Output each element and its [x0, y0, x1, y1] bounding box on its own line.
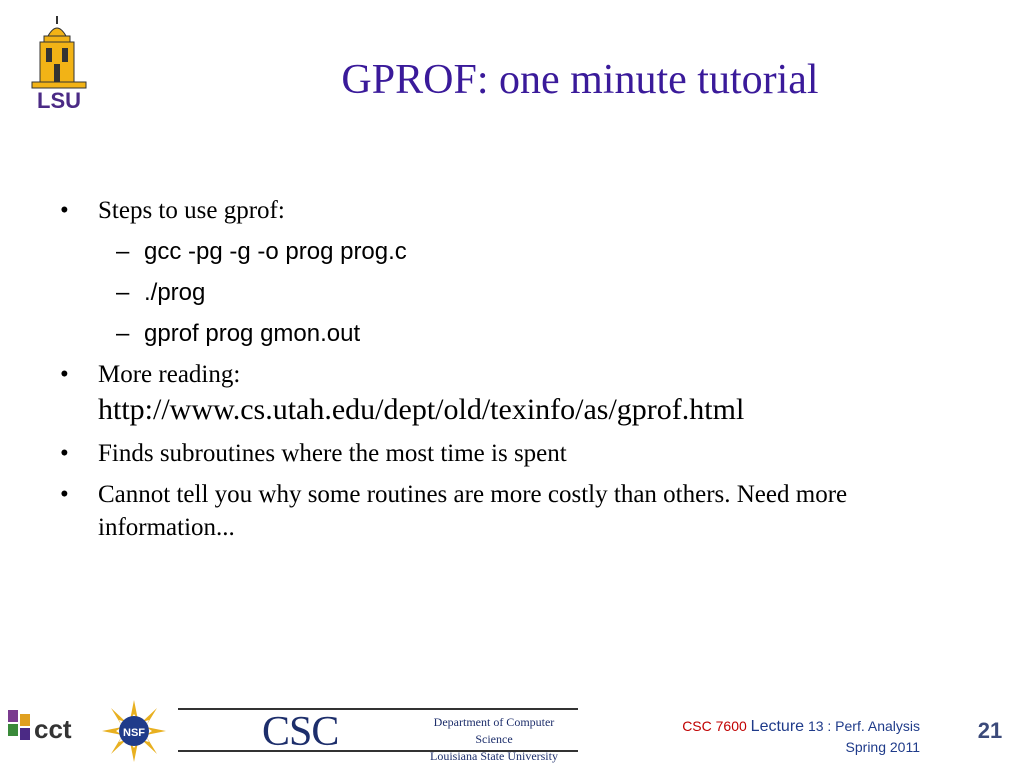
cct-logo: [8, 706, 94, 750]
lecture-info: 13 : Perf. Analysis: [807, 718, 920, 734]
slide-content: [58, 186, 978, 544]
course-line: [620, 716, 920, 737]
bullet-item: [58, 194, 978, 227]
sub-item-text: gcc -pg -g -o prog prog.c: [144, 238, 407, 265]
bullet-dot: •: [60, 197, 69, 224]
term-line: Spring 2011: [845, 739, 920, 755]
sub-item: [58, 276, 978, 309]
university-line: Louisiana State University: [430, 749, 558, 763]
bullet-text: More reading:: [98, 361, 241, 388]
reading-link[interactable]: http://www.cs.utah.edu/dept/old/texinfo/as/gprof.html: [98, 393, 745, 426]
department-label: [414, 714, 574, 765]
bullet-item: [58, 437, 978, 470]
bullet-item: [58, 478, 978, 544]
sub-dash: –: [116, 320, 130, 347]
lecture-word: Lecture: [750, 718, 805, 735]
bullet-text: Cannot tell you why some routines are more costly than others. Need more information...: [98, 481, 848, 541]
sub-dash: –: [116, 279, 130, 306]
department-line: Department of Computer Science: [433, 715, 555, 746]
cct-logo-text: cct: [34, 714, 72, 744]
bullet-text: Steps to use gprof:: [98, 197, 285, 224]
bullet-item: [58, 358, 978, 429]
nsf-logo: [102, 700, 166, 762]
footer-course-info: [620, 716, 920, 757]
csc-logo-text: CSC: [262, 709, 339, 755]
lsu-logo-text: LSU: [37, 88, 81, 110]
bullet-dot: •: [60, 361, 69, 388]
sub-item-text: gprof prog gmon.out: [144, 320, 361, 347]
page-number: 21: [977, 718, 1003, 743]
sub-item: [58, 317, 978, 350]
bullet-text: Finds subroutines where the most time is spent: [98, 440, 567, 467]
course-code: CSC 7600: [682, 718, 747, 734]
bullet-dot: •: [60, 440, 69, 467]
sub-item-text: ./prog: [144, 279, 206, 306]
sub-dash: –: [116, 238, 130, 265]
nsf-logo-text: NSF: [123, 727, 145, 739]
csc-banner: [178, 708, 578, 763]
lsu-logo: [26, 14, 92, 110]
bullet-dot: •: [60, 481, 69, 508]
slide-title: GPROF: one minute tutorial: [341, 57, 819, 103]
sub-item: [58, 235, 978, 268]
